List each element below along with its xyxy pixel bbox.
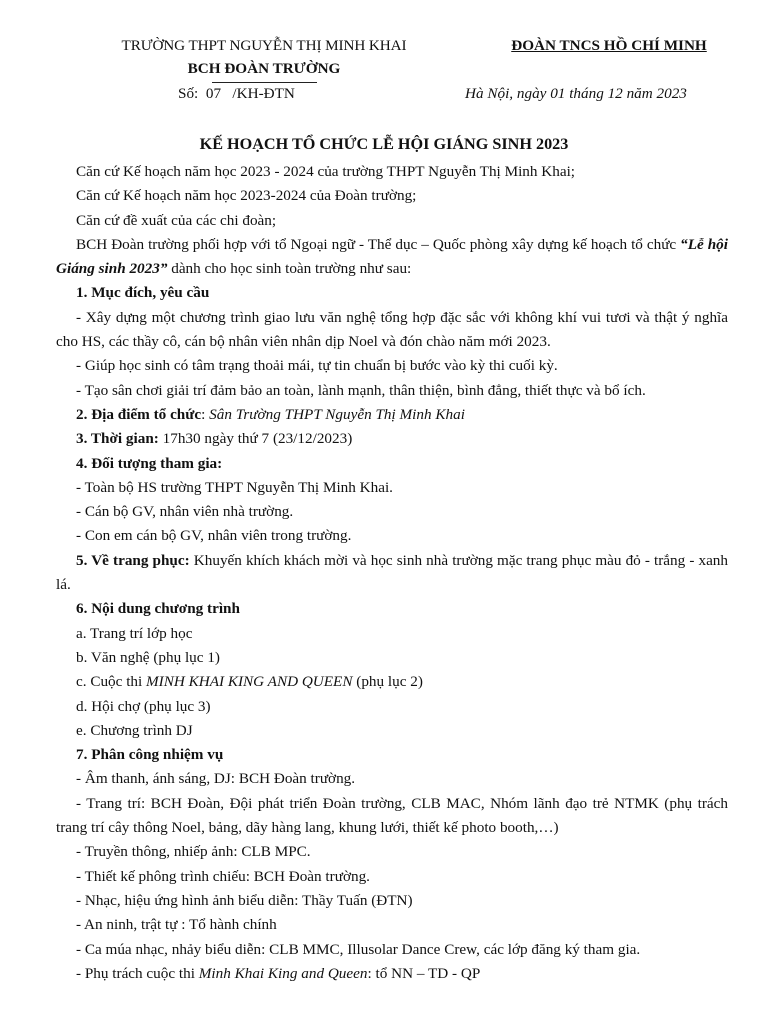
list-item: - An ninh, trật tự : Tổ hành chính [76,916,277,934]
basis-line: Căn cứ Kế hoạch năm học 2023 - 2024 của trường THPT Nguyễn Thị Minh Khai; [76,163,576,180]
section-5 [56,549,728,598]
contest-name: MINH KHAI KING AND QUEEN [146,673,353,691]
section-heading: 1. Mục đích, yêu cầu [76,284,210,302]
list-item: - Thiết kế phông trình chiếu: BCH Đoàn trường. [76,867,370,885]
list-item: - Ca múa nhạc, nhảy biểu diễn: CLB MMC, Illusolar Dance Crew, các lớp đăng ký tham gia. [76,940,641,958]
item-text: : tổ NN – TD - QP [367,964,481,982]
party-name: ĐOÀN TNCS HỒ CHÍ MINH [511,37,707,54]
list-item: d. Hội chợ (phụ lục 3) [76,697,211,715]
basis-line: Căn cứ Kế hoạch năm học 2023-2024 của Đoàn trường; [76,187,417,205]
section-2 [56,403,728,427]
header-underline [212,82,317,83]
document-number: Số: 07 /KH-ĐTN [178,85,295,102]
item-text: - Phụ trách cuộc thi [76,964,199,982]
section-heading: 4. Đối tượng tham gia: [76,454,223,472]
item-text: c. Cuộc thi [76,673,147,691]
list-item: - Truyền thông, nhiếp ảnh: CLB MPC. [76,843,311,861]
list-item [56,670,728,694]
intro-statement [56,233,728,282]
document-date: Hà Nội, ngày 01 tháng 12 năm 2023 [465,85,687,102]
document-title: KẾ HOẠCH TỔ CHỨC LỄ HỘI GIÁNG SINH 2023 [199,135,569,153]
header-right [484,34,734,57]
section-heading: 5. Về trang phục: [76,551,190,569]
intro-text: dành cho học sinh toàn trường như sau: [167,260,412,278]
section-3 [56,427,728,451]
venue: Sân Trường THPT Nguyễn Thị Minh Khai [209,405,465,423]
section-heading: 2. Địa điểm tổ chức [76,405,202,423]
intro-text: BCH Đoàn trường phối hợp với tổ Ngoại ngữ - Thể dục – Quốc phòng xây dựng kế hoạch tổ chức [76,235,681,253]
document-body [56,160,728,986]
section-heading: 6. Nội dung chương trình [76,600,240,618]
list-item: - Giúp học sinh có tâm trạng thoải mái, tự tin chuẩn bị bước vào kỳ thi cuối kỳ. [76,357,558,375]
school-name: TRƯỜNG THPT NGUYỄN THỊ MINH KHAI [121,37,407,54]
list-item: - Tạo sân chơi giải trí đảm bảo an toàn, lành mạnh, thân thiện, bình đẳng, thiết thực và bổ ích. [76,381,646,399]
event-name: “Lễ hội Giáng sinh 2023” [56,235,728,278]
list-item: - Trang trí: BCH Đoàn, Đội phát triển Đoàn trường, CLB MAC, Nhóm lãnh đạo trẻ NTMK (phụ trách trang trí cây thông Noel, bảng, dãy hàng lang, khung lưới, thiết kế photo booth,…) [56,794,728,837]
list-item [56,962,728,986]
list-item: b. Văn nghệ (phụ lục 1) [76,648,220,666]
list-item: a. Trang trí lớp học [76,624,193,642]
list-item: - Con em cán bộ GV, nhân viên trong trường. [76,527,352,545]
header-left [96,34,432,83]
event-time: 17h30 ngày thứ 7 (23/12/2023) [158,430,353,448]
list-item: - Toàn bộ HS trường THPT Nguyễn Thị Minh Khai. [76,478,393,496]
list-item: - Xây dựng một chương trình giao lưu văn nghệ tổng hợp đặc sắc với không khí vui tươi và thật ý nghĩa cho HS, các thầy cô, cán bộ nhân viên nhân dịp Noel và đón chào năm mới 2023. [56,308,728,351]
list-item: - Cán bộ GV, nhân viên nhà trường. [76,503,294,521]
contest-name: Minh Khai King and Queen [198,964,368,982]
section-heading: 7. Phân công nhiệm vụ [76,746,224,764]
dress-code: Khuyến khích khách mời và học sinh nhà trường mặc trang phục màu đỏ - trắng - xanh lá. [56,551,728,594]
section-heading: 3. Thời gian: [76,430,159,448]
list-item: - Âm thanh, ánh sáng, DJ: BCH Đoàn trường. [76,770,356,788]
separator: : [201,405,210,423]
list-item: - Nhạc, hiệu ứng hình ảnh biểu diễn: Thầy Tuấn (ĐTN) [76,891,413,909]
list-item: e. Chương trình DJ [76,721,193,739]
item-text: (phụ lục 2) [352,673,423,691]
unit-name: BCH ĐOÀN TRƯỜNG [187,60,341,77]
basis-line: Căn cứ đề xuất của các chi đoàn; [76,211,277,229]
